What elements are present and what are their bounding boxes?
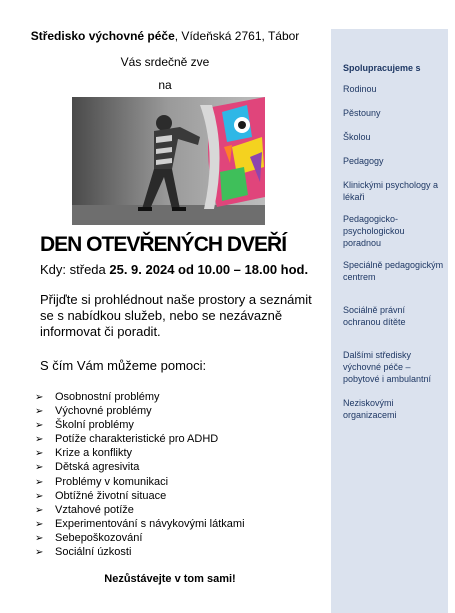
list-item-label: Problémy v komunikaci (55, 475, 169, 488)
sidebar-item: Sociálně právní ochranou dítěte (343, 305, 406, 327)
list-item-label: Potíže charakteristické pro ADHD (55, 433, 219, 446)
when-prefix: Kdy: středa (40, 262, 110, 277)
sidebar-item: Rodinou (343, 84, 377, 94)
sidebar-item: Pěstouny (343, 108, 381, 118)
list-item (35, 432, 245, 446)
footer-slogan: Nezůstávejte v tom sami! (104, 573, 236, 585)
organization-address: , Vídeňská 2761, Tábor (174, 29, 300, 43)
list-item-label: Experimentování s návykovými látkami (55, 517, 245, 530)
list-item (35, 418, 245, 432)
arrow-bullet-icon: ➢ (35, 392, 44, 403)
list-item-label: Osobnostní problémy (55, 391, 160, 403)
sidebar-item: Školou (343, 132, 371, 142)
arrow-bullet-icon: ➢ (35, 504, 44, 516)
organization-name: Středisko výchovné péče (30, 29, 175, 43)
list-item (35, 517, 245, 531)
list-item-label: Krize a konflikty (55, 447, 133, 460)
event-title: DEN OTEVŘENÝCH DVEŘÍ (40, 233, 287, 256)
list-item (35, 446, 245, 460)
partners-sidebar (331, 29, 448, 613)
help-list (35, 390, 245, 559)
list-item-label: Sociální úzkosti (55, 546, 132, 559)
organization-header (0, 29, 330, 43)
list-item (35, 545, 245, 559)
list-item-label: Školní problémy (55, 419, 134, 432)
na-text: na (158, 78, 172, 92)
sidebar-title: Spolupracujeme s (343, 63, 421, 73)
list-item (35, 404, 245, 418)
sidebar-item: Klinickými psychology a lékaři (343, 180, 439, 202)
sidebar-item: Dalšími středisky výchovné péče – pobytové i ambulantní (343, 350, 432, 384)
list-item (35, 503, 245, 517)
arrow-bullet-icon: ➢ (35, 547, 44, 559)
arrow-bullet-icon: ➢ (35, 420, 44, 432)
list-item-label: Výchovné problémy (55, 405, 152, 418)
list-item-label: Sebepoškozování (55, 531, 143, 544)
list-item (35, 489, 245, 503)
list-item (35, 460, 245, 474)
street-art-wall-image (72, 97, 265, 225)
arrow-bullet-icon: ➢ (35, 490, 44, 502)
arrow-bullet-icon: ➢ (35, 448, 44, 460)
list-item-label: Vztahové potíže (55, 503, 134, 516)
arrow-bullet-icon: ➢ (35, 434, 44, 446)
list-item-label: Obtížné životní situace (55, 489, 167, 502)
list-item (35, 390, 245, 404)
sidebar-item: Neziskovými organizacemi (343, 398, 397, 420)
list-item (35, 531, 245, 545)
arrow-bullet-icon: ➢ (35, 406, 44, 418)
arrow-bullet-icon: ➢ (35, 462, 44, 474)
event-date-time (40, 262, 308, 277)
invite-text: Vás srdečně zve (120, 55, 210, 69)
arrow-bullet-icon: ➢ (35, 476, 44, 488)
list-item (35, 475, 245, 489)
sidebar-item: Pedagogy (343, 156, 384, 166)
when-date: 25. 9. 2024 od 10.00 – 18.00 hod. (109, 262, 309, 277)
sidebar-item: Pedagogicko-psychologickou poradnou (343, 214, 405, 248)
arrow-bullet-icon: ➢ (35, 518, 44, 530)
help-heading: S čím Vám můžeme pomoci: (40, 358, 207, 373)
invitation-paragraph: Přijďte si prohlédnout naše prostory a seznámit se s nabídkou služeb, nebo se nezávazně informovat či poradit. (40, 292, 312, 339)
list-item-label: Dětská agresivita (55, 461, 140, 474)
sidebar-item: Speciálně pedagogickým centrem (343, 260, 444, 282)
arrow-bullet-icon: ➢ (35, 532, 44, 544)
